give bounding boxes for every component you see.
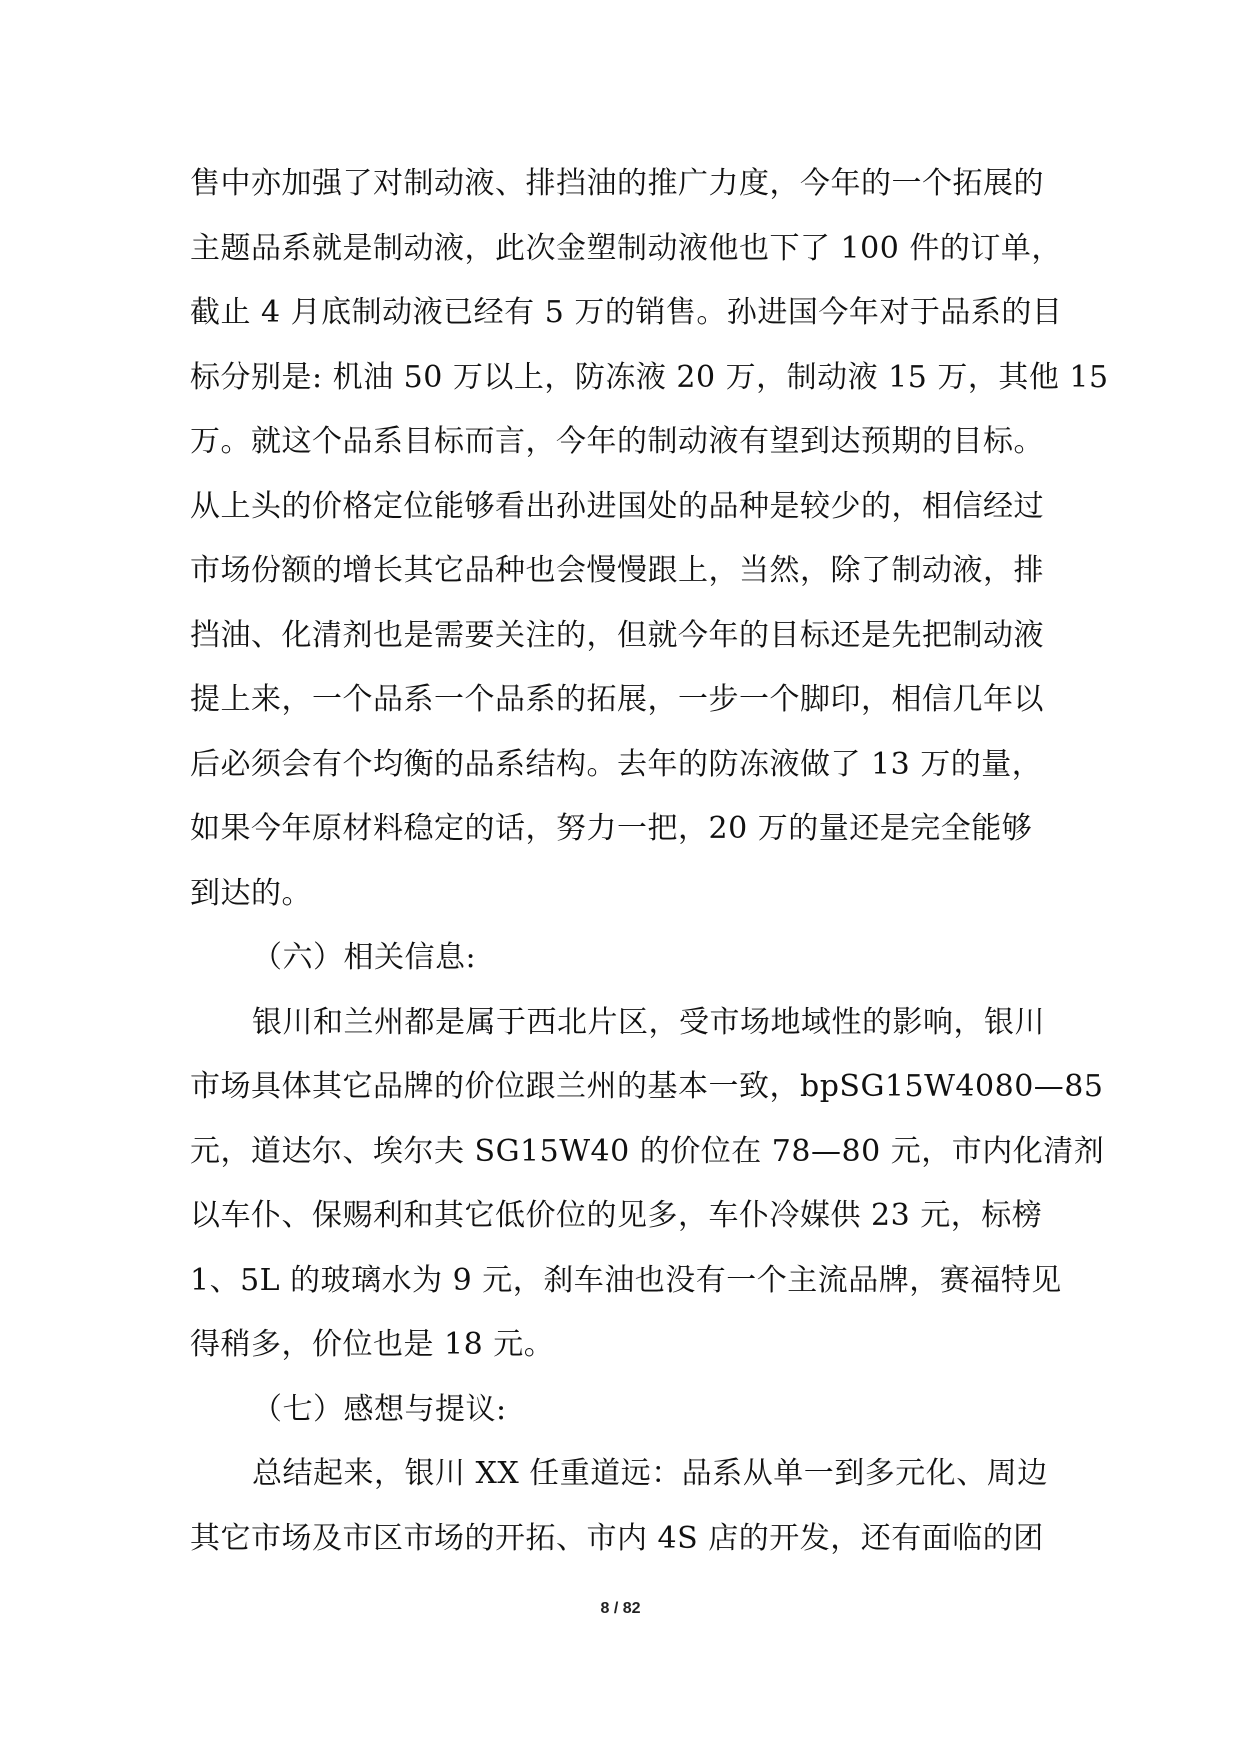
text-line: 元，道达尔、埃尔夫 SG15W40 的价位在 78—80 元，市内化清剂 — [190, 1133, 1105, 1169]
text-line: 从上头的价格定位能够看出孙进国处的品种是较少的，相信经过 — [190, 488, 1044, 524]
body-text — [190, 152, 1109, 1571]
text-line: 后必须会有个均衡的品系结构。去年的防冻液做了 13 万的量， — [190, 746, 1043, 782]
text-line: 到达的。 — [190, 875, 312, 911]
text-line: 挡油、化清剂也是需要关注的，但就今年的目标还是先把制动液 — [190, 617, 1044, 653]
text-line: 市场具体其它品牌的价位跟兰州的基本一致，bpSG15W4080—85 — [190, 1069, 1104, 1104]
text-line: 主题品系就是制动液，此次金塑制动液他也下了 100 件的订单， — [190, 230, 1062, 266]
text-line: 标分别是: 机油 50 万以上，防冻液 20 万，制动液 15 万，其他 15 — [190, 359, 1109, 395]
text-line: 售中亦加强了对制动液、排挡油的推广力度，今年的一个拓展的 — [190, 166, 1044, 201]
section-heading: （六）相关信息: — [252, 940, 477, 975]
text-line: 截止 4 月底制动液已经有 5 万的销售。孙进国今年对于品系的目 — [190, 295, 1063, 330]
text-line: 万。就这个品系目标而言，今年的制动液有望到达预期的目标。 — [190, 424, 1044, 459]
text-line: 如果今年原材料稳定的话，努力一把，20 万的量还是完全能够 — [190, 811, 1033, 846]
text-line: 市场份额的增长其它品种也会慢慢跟上，当然，除了制动液，排 — [190, 553, 1044, 588]
text-line: 以车仆、保赐利和其它低价位的见多，车仆冷媒供 23 元，标榜 — [190, 1198, 1043, 1233]
page-number: 8 / 82 — [600, 1600, 641, 1617]
text-line: 银川和兰州都是属于西北片区，受市场地域性的影响，银川 — [252, 1004, 1045, 1040]
text-line: 得稍多，价位也是 18 元。 — [190, 1327, 555, 1362]
text-line: 其它市场及市区市场的开拓、市内 4S 店的开发，还有面临的团 — [190, 1520, 1044, 1556]
text-line: 总结起来，银川 XX 任重道远：品系从单一到多元化、周边 — [252, 1456, 1048, 1491]
text-line: 提上来，一个品系一个品系的拓展，一步一个脚印，相信几年以 — [190, 682, 1044, 717]
section-heading: （七）感想与提议: — [252, 1391, 507, 1427]
text-line: 1、5L 的玻璃水为 9 元，刹车油也没有一个主流品牌，赛福特见 — [190, 1262, 1062, 1298]
